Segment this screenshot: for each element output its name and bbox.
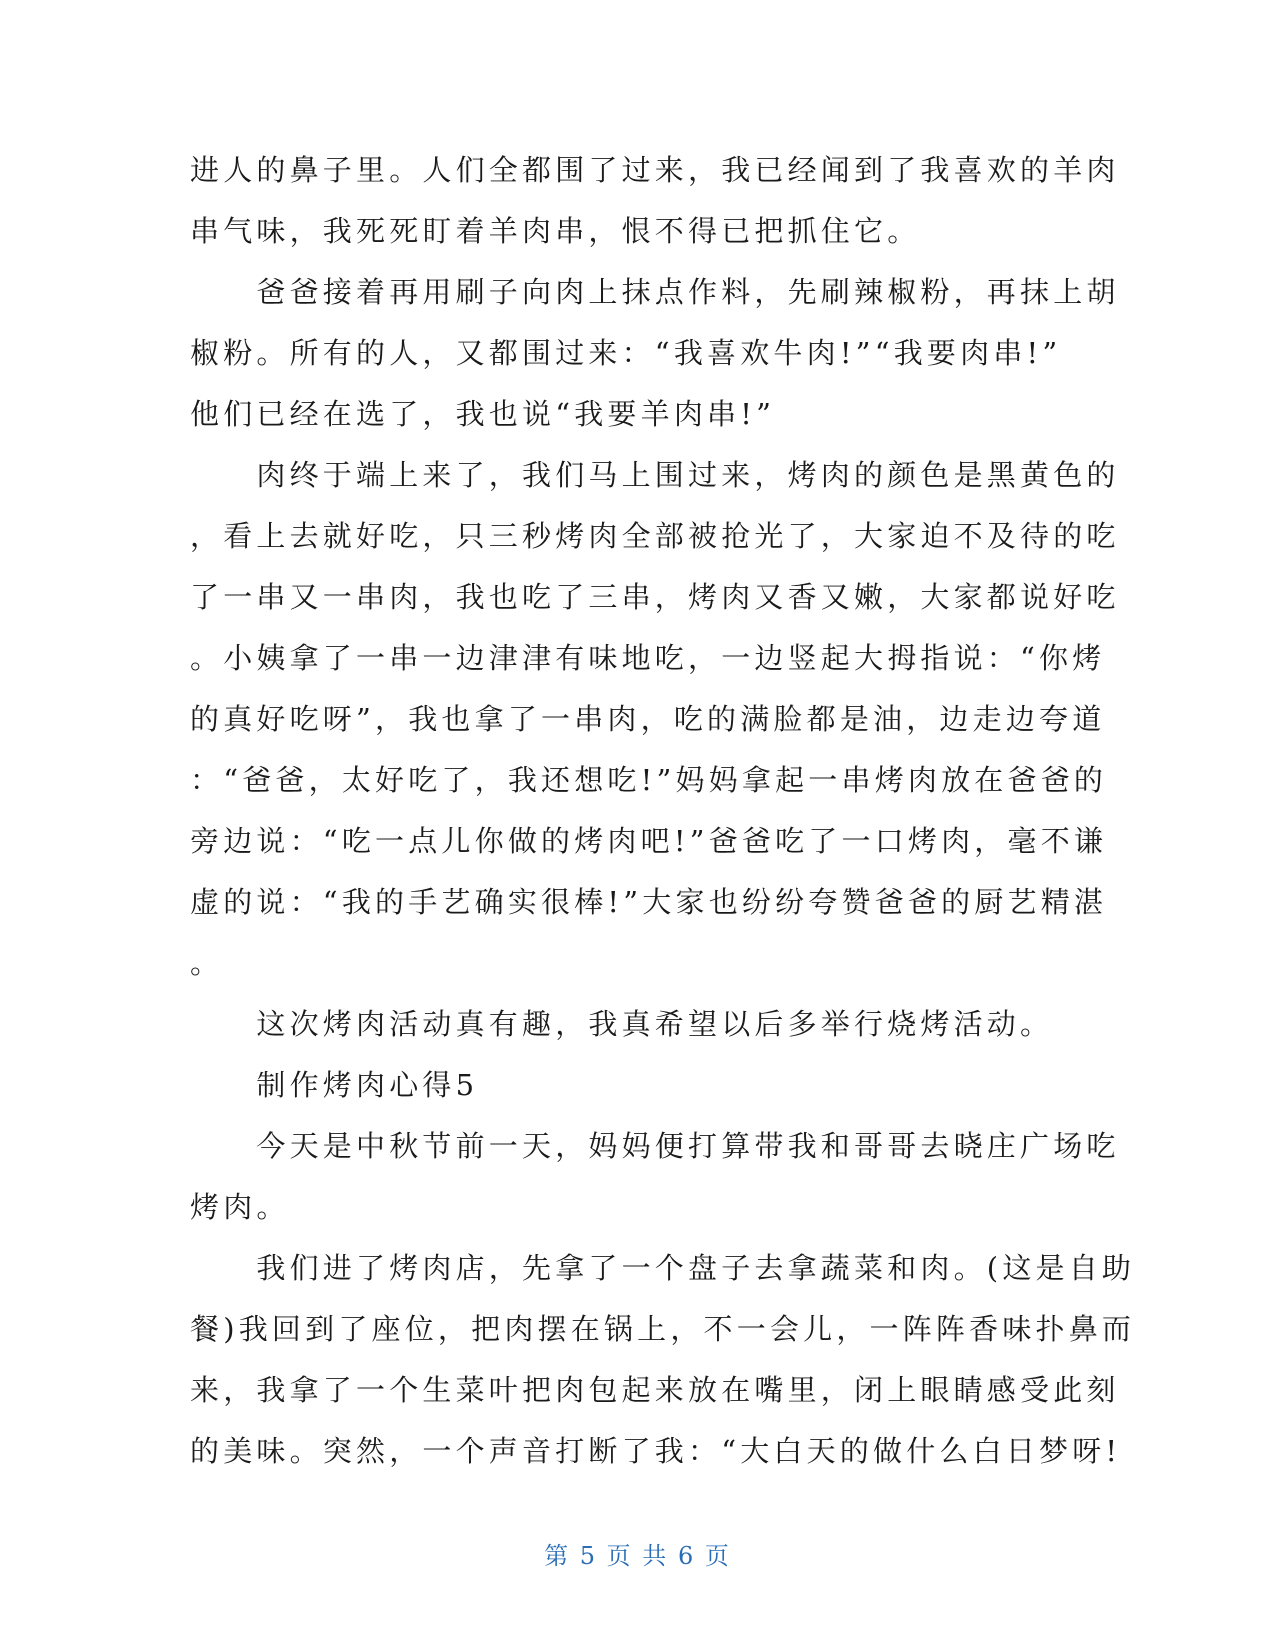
text-line: 爸爸接着再用刷子向肉上抹点作料，先刷辣椒粉，再抹上胡 (190, 275, 1120, 309)
text-line: 的美味。突然，一个声音打断了我：“大白天的做什么白日梦呀! (190, 1434, 1122, 1468)
text-line: 。小姨拿了一串一边津津有味地吃，一边竖起大拇指说：“你烤 (190, 641, 1106, 675)
document-body (190, 140, 1136, 1482)
text-line: 串气味，我死死盯着羊肉串，恨不得已把抓住它。 (190, 214, 921, 248)
text-line: 的真好吃呀”，我也拿了一串肉，吃的满脸都是油，边走边夸道 (190, 702, 1106, 736)
text-line: 他们已经在选了，我也说“我要羊肉串!” (190, 397, 776, 431)
text-line: 餐)我回到了座位，把肉摆在锅上，不一会儿，一阵阵香味扑鼻而 (190, 1312, 1136, 1346)
text-line: 旁边说：“吃一点儿你做的烤肉吧!”爸爸吃了一口烤肉，毫不谦 (190, 824, 1108, 858)
text-line: ：“爸爸，太好吃了，我还想吃!”妈妈拿起一串烤肉放在爸爸的 (190, 763, 1108, 797)
page-number-footer: 第 5 页 共 6 页 (544, 1542, 731, 1570)
text-line: 今天是中秋节前一天，妈妈便打算带我和哥哥去晓庄广场吃 (190, 1129, 1120, 1163)
text-line: 这次烤肉活动真有趣，我真希望以后多举行烧烤活动。 (190, 1007, 1054, 1041)
text-line: 虚的说：“我的手艺确实很棒!”大家也纷纷夸赞爸爸的厨艺精湛 (190, 885, 1108, 919)
text-line: 。 (190, 946, 224, 980)
text-line: 了一串又一串肉，我也吃了三串，烤肉又香又嫩，大家都说好吃 (190, 580, 1120, 614)
text-line: 肉终于端上来了，我们马上围过来，烤肉的颜色是黑黄色的 (190, 458, 1120, 492)
section-heading: 制作烤肉心得5 (190, 1068, 479, 1102)
text-line: 烤肉。 (190, 1190, 290, 1224)
text-line: 进人的鼻子里。人们全都围了过来，我已经闻到了我喜欢的羊肉 (190, 153, 1120, 187)
text-line: 我们进了烤肉店，先拿了一个盘子去拿蔬菜和肉。(这是自助 (190, 1251, 1136, 1285)
text-line: ，看上去就好吃，只三秒烤肉全部被抢光了，大家迫不及待的吃 (190, 519, 1120, 553)
text-line: 椒粉。所有的人，又都围过来：“我喜欢牛肉!”“我要肉串!” (190, 336, 1062, 370)
text-line: 来，我拿了一个生菜叶把肉包起来放在嘴里，闭上眼睛感受此刻 (190, 1373, 1120, 1407)
